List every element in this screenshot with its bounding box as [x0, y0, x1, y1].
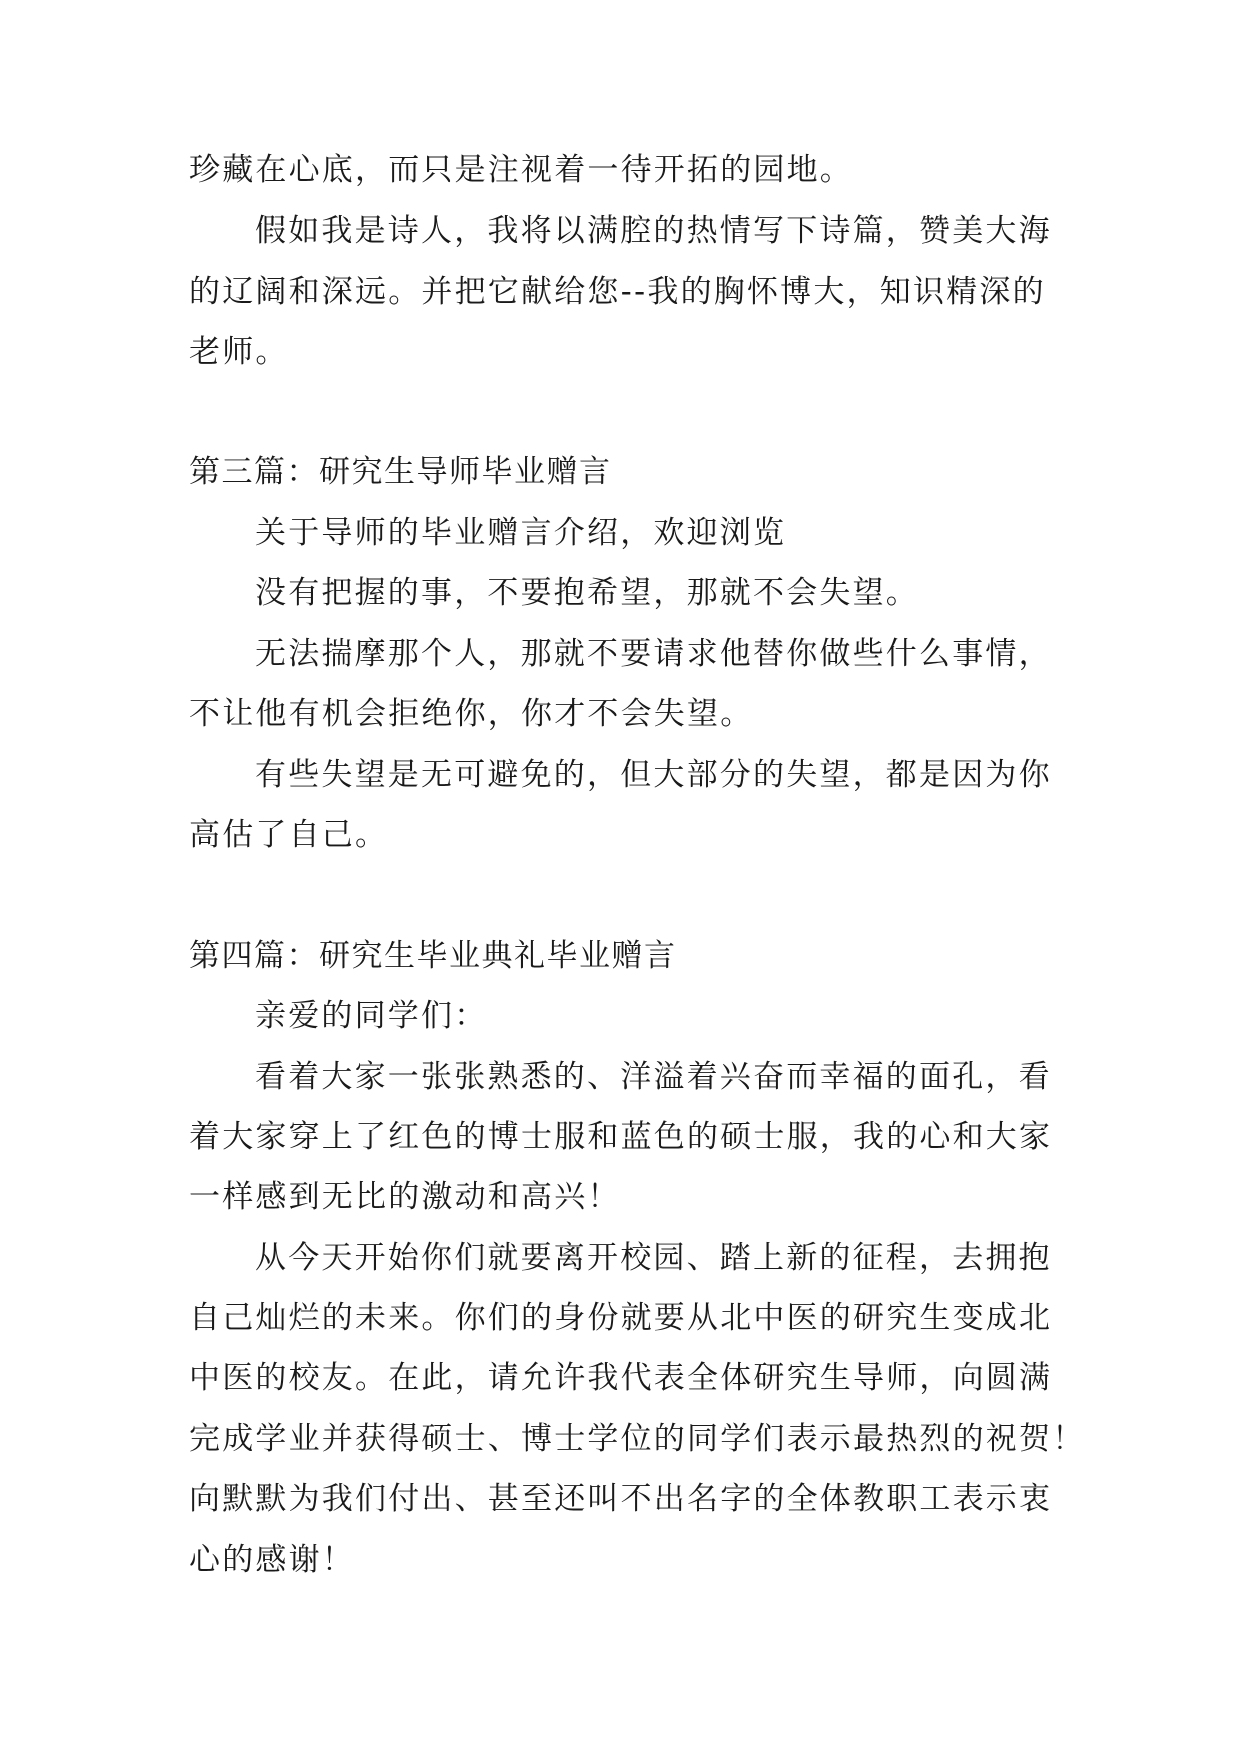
paragraph-line: 亲爱的同学们：	[255, 998, 488, 1034]
paragraph-line: 有些失望是无可避免的，但大部分的失望，都是因为你	[255, 757, 1052, 793]
paragraph-line: 假如我是诗人，我将以满腔的热情写下诗篇，赞美大海	[255, 213, 1052, 249]
paragraph-line: 自己灿烂的未来。你们的身份就要从北中医的研究生变成北	[189, 1300, 1053, 1336]
paragraph-line: 的辽阔和深远。并把它献给您--我的胸怀博大，知识精深的	[189, 274, 1046, 310]
paragraph-line: 不让他有机会拒绝你，你才不会失望。	[189, 696, 754, 732]
paragraph-line: 看着大家一张张熟悉的、洋溢着兴奋而幸福的面孔，看	[255, 1059, 1052, 1095]
paragraph-line: 高估了自己。	[189, 817, 389, 853]
paragraph-line: 关于导师的毕业赠言介绍，欢迎浏览	[255, 515, 787, 551]
section-heading: 第四篇：研究生毕业典礼毕业赠言	[189, 938, 677, 974]
paragraph-line: 着大家穿上了红色的博士服和蓝色的硕士服，我的心和大家	[189, 1119, 1053, 1155]
section-heading: 第三篇：研究生导师毕业赠言	[189, 454, 612, 490]
paragraph-line: 完成学业并获得硕士、博士学位的同学们表示最热烈的祝贺！	[189, 1421, 1086, 1457]
paragraph-line: 没有把握的事，不要抱希望，那就不会失望。	[255, 575, 919, 611]
paragraph-line: 无法揣摩那个人，那就不要请求他替你做些什么事情，	[255, 636, 1052, 672]
paragraph-line: 心的感谢！	[189, 1542, 355, 1578]
paragraph-line: 从今天开始你们就要离开校园、踏上新的征程，去拥抱	[255, 1240, 1052, 1276]
paragraph-line: 中医的校友。在此，请允许我代表全体研究生导师，向圆满	[189, 1360, 1053, 1396]
paragraph-line: 老师。	[189, 334, 289, 370]
paragraph-line: 珍藏在心底，而只是注视着一待开拓的园地。	[189, 152, 853, 188]
paragraph-line: 一样感到无比的激动和高兴！	[189, 1179, 621, 1215]
paragraph-line: 向默默为我们付出、甚至还叫不出名字的全体教职工表示衷	[189, 1481, 1053, 1517]
